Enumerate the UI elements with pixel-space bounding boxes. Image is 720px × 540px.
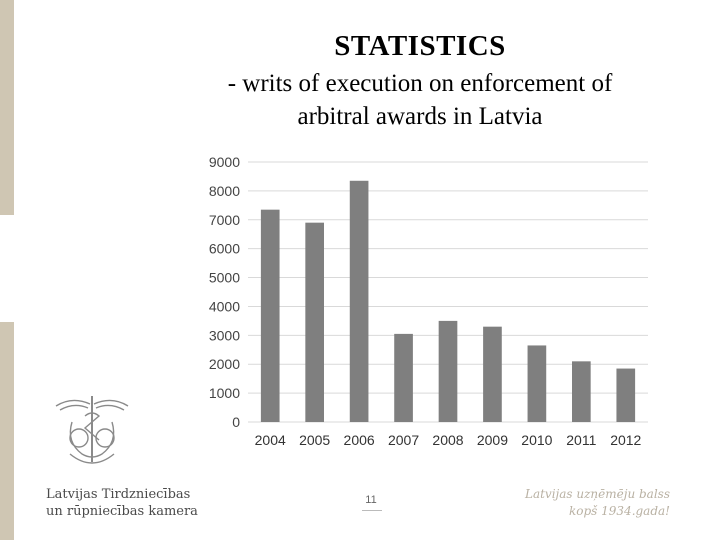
- y-tick-label: 5000: [208, 269, 240, 286]
- x-tick-label: 2005: [299, 432, 331, 448]
- side-accent-bar-bottom: [0, 322, 14, 540]
- x-tick-label: 2012: [610, 432, 642, 448]
- bar-2012: [616, 369, 635, 422]
- chamber-emblem-icon: [52, 392, 132, 472]
- y-tick-label: 9000: [208, 154, 240, 170]
- bar-2011: [572, 361, 591, 422]
- page-number: 11: [365, 494, 377, 506]
- x-tick-label: 2008: [432, 432, 464, 448]
- organization-name: [46, 486, 198, 520]
- subtitle-line-2: arbitral awards in Latvia: [297, 103, 543, 130]
- x-tick-label: 2004: [254, 432, 286, 448]
- x-tick-label: 2007: [387, 432, 420, 448]
- y-tick-label: 8000: [208, 182, 240, 199]
- y-tick-label: 6000: [208, 240, 240, 257]
- y-tick-label: 4000: [208, 298, 240, 315]
- org-name-line-1: Latvijas Tirdzniecības: [46, 487, 191, 502]
- org-name-line-2: un rūpniecības kamera: [46, 504, 198, 519]
- x-tick-label: 2006: [343, 432, 375, 448]
- x-tick-label: 2011: [566, 432, 597, 448]
- y-tick-label: 1000: [208, 385, 240, 402]
- bar-2007: [394, 334, 413, 422]
- x-tick-label: 2010: [521, 432, 553, 448]
- x-tick-label: 2009: [476, 432, 509, 448]
- slide-subtitle: [190, 67, 650, 133]
- y-tick-label: 2000: [208, 356, 240, 373]
- slogan: [525, 486, 670, 520]
- slogan-line-2: kopš 1934.gada!: [569, 504, 670, 518]
- page-number-underline: [362, 510, 382, 511]
- y-tick-label: 3000: [208, 327, 240, 344]
- slogan-line-1: Latvijas uzņēmēju balss: [524, 487, 670, 501]
- bar-2006: [350, 181, 369, 422]
- x-axis-tick-labels: [255, 432, 642, 448]
- y-axis-tick-labels: [209, 154, 240, 430]
- y-tick-label: 7000: [208, 211, 240, 228]
- slide-title: STATISTICS: [334, 30, 506, 62]
- bar-2005: [305, 223, 324, 422]
- y-tick-label: 0: [232, 414, 240, 430]
- bar-chart: [180, 148, 660, 458]
- subtitle-line-1: - writs of execution on enforcement of: [227, 70, 613, 97]
- bar-2004: [261, 210, 280, 422]
- bar-2010: [528, 345, 547, 422]
- bars: [261, 181, 635, 422]
- bar-2009: [483, 327, 502, 422]
- bar-2008: [439, 321, 458, 422]
